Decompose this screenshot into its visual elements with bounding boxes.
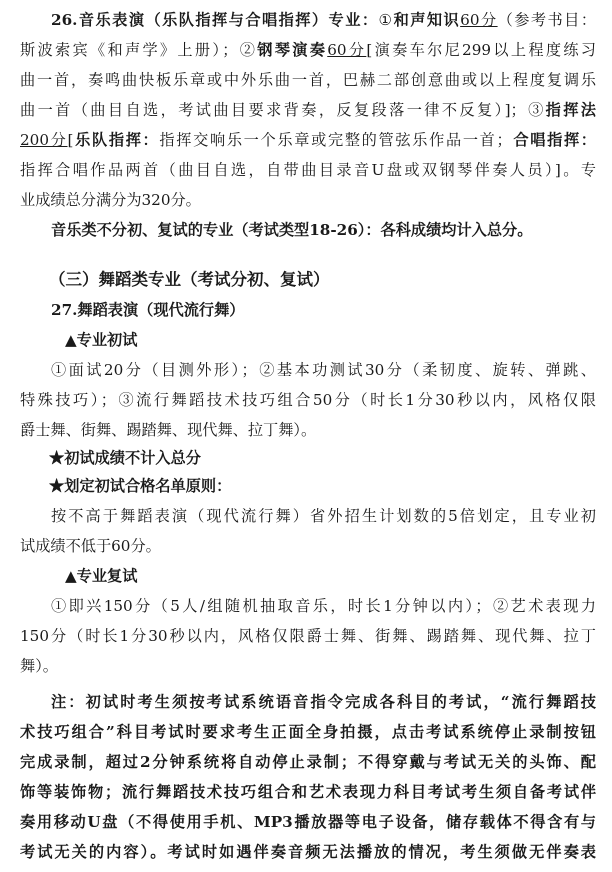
note-line-6: 考试无关的内容）。考试时如遇伴奏音频无法播放的情况，考生须做无伴奏表 bbox=[20, 843, 596, 861]
item-26-line-6: 指挥合唱作品两首（曲目自选，自带曲目录音U盘或双钢琴伴奏人员）]。专 bbox=[20, 161, 596, 179]
retest-line-3: 舞）。 bbox=[20, 657, 58, 675]
item-26-line-5: 200分[乐队指挥：指挥交响乐一个乐章或完整的管弦乐作品一首；合唱指挥： bbox=[20, 131, 596, 149]
item-27-title: 27.舞蹈表演（现代流行舞） bbox=[51, 301, 245, 319]
principle-line-1: 按不高于舞蹈表演（现代流行舞）省外招生计划数的5倍划定，且专业初 bbox=[51, 507, 596, 525]
note-line-2: 术技巧组合”科目考试时要求考生正面全身拍摄，点击考试系统停止录制按钮 bbox=[20, 723, 596, 741]
prelim-heading: ▲专业初试 bbox=[65, 331, 138, 349]
prelim-line-1: ①面试20分（目测外形）；②基本功测试30分（柔韧度、旋转、弹跳、 bbox=[51, 361, 596, 379]
note-line-1: 注：初试时考生须按考试系统语音指令完成各科目的考试，“流行舞蹈技 bbox=[51, 693, 596, 711]
prelim-line-2: 特殊技巧）；③流行舞蹈技术技巧组合50分（时长1分30秒以内，风格仅限 bbox=[20, 391, 596, 409]
retest-line-1: ①即兴150分（5人/组随机抽取音乐，时长1分钟以内）；②艺术表现力 bbox=[51, 597, 596, 615]
note-line-5: 奏用移动U盘（不得使用手机、MP3播放器等电子设备，储存载体不得含有与 bbox=[20, 813, 596, 831]
pass-list-principle: ★划定初试合格名单原则： bbox=[49, 477, 232, 495]
note-line-3: 完成录制，超过2分钟系统将自动停止录制；不得穿戴与考试无关的头饰、配 bbox=[20, 753, 596, 771]
item-26-line-7: 业成绩总分满分为320分。 bbox=[20, 191, 201, 209]
retest-heading: ▲专业复试 bbox=[65, 567, 138, 585]
item-26-line-2: 斯波索宾《和声学》上册）；②钢琴演奏60分[演奏车尔尼299以上程度练习 bbox=[20, 41, 596, 59]
item-26-line-3: 曲一首，奏鸣曲快板乐章或中外乐曲一首，巴赫二部创意曲或以上程度复调乐 bbox=[20, 71, 596, 89]
item-26-line-4: 曲一首（曲目自选，考试曲目要求背奏，反复段落一律不反复）]；③指挥法 bbox=[20, 101, 596, 119]
music-note: 音乐类不分初、复试的专业（考试类型18-26）：各科成绩均计入总分。 bbox=[51, 221, 533, 239]
section-heading: （三）舞蹈类专业（考试分初、复试） bbox=[49, 270, 330, 289]
prelim-not-counted: ★初试成绩不计入总分 bbox=[49, 449, 201, 467]
prelim-line-3: 爵士舞、街舞、踢踏舞、现代舞、拉丁舞）。 bbox=[20, 421, 317, 439]
note-line-4: 饰等装饰物；流行舞蹈技术技巧组合和艺术表现力科目考试考生须自备考试伴 bbox=[20, 783, 596, 801]
principle-line-2: 试成绩不低于60分。 bbox=[20, 537, 161, 555]
retest-line-2: 150分（时长1分30秒以内，风格仅限爵士舞、街舞、踢踏舞、现代舞、拉丁 bbox=[20, 627, 596, 645]
item-26-line-1: 26.音乐表演（乐队指挥与合唱指挥）专业：①和声知识60分（参考书目： bbox=[51, 11, 596, 29]
